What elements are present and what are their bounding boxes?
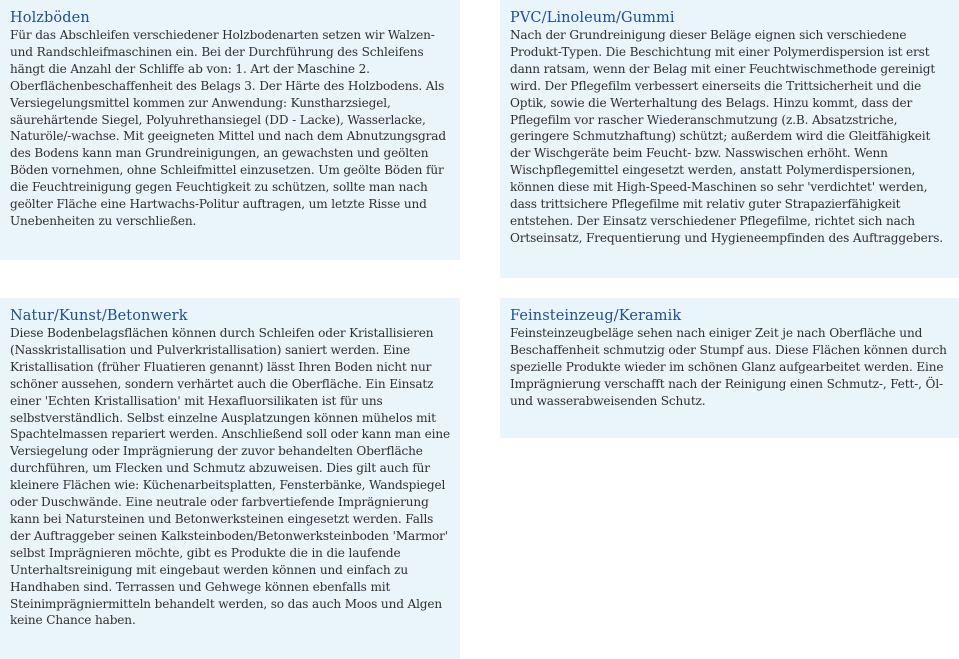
section-title: Holzböden — [10, 10, 90, 26]
section-text: Feinsteinzeugbeläge sehen nach einiger Zeit je nach Oberfläche und Beschaffenheit schmutzig oder Stumpf aus. Diese Flächen können durch spezielle Produkte wieder im schönen Glanz aufgearbeitet werden. Eine Imprägnierung verschafft nach der Reinigung einen Schmutz-, Fett-, Öl- und wasserabweisenden Schutz. — [510, 326, 947, 408]
section-title: PVC/Linoleum/Gummi — [510, 10, 675, 26]
section-text: Nach der Grundreinigung dieser Beläge eignen sich verschiedene Produkt-Typen. Die Beschichtung mit einer Polymerdispersion ist erst dann ratsam, wenn der Belag mit einer Feuchtwischmethode gereinigt wird. Der Pflegefilm verbessert einerseits die Trittsicherheit und die Optik, sowie die Werterhaltung des Belags. Hinzu kommt, dass der Pflegefilm vor rascher Wiederanschmutzung (z.B. Absatzstriche, geringere Schmutzhaftung) schützt; außerdem wird die Gleitfähigkeit der Wischgeräte beim Feucht- bzw. Nasswischen erhöht. Wenn Wischpflegemittel eingesetzt werden, anstatt Polymerdispersionen, können diese mit High-Speed-Maschinen so sehr 'verdichtet' werden, dass trittsichere Pflegefilme mit relativ guter Strapazierfähigkeit entstehen. Der Einsatz verschiedener Pflegefilme, richtet sich nach Ortseinsatz, Frequentierung und Hygieneempfinden des Auftraggebers. — [510, 28, 943, 245]
section-card-holzboeden — [0, 0, 460, 260]
section-title: Feinsteinzeug/Keramik — [510, 308, 682, 324]
section-card-natur-kunst-betonwerk — [0, 298, 460, 659]
section-text: Diese Bodenbelagsflächen können durch Schleifen oder Kristallisieren (Nasskristallisation und Pulverkristallisation) saniert werden. Eine Kristallisation (früher Fluatieren genannt) lässt Ihren Boden nicht nur schöner aussehen, sondern verhärtet auch die Oberfläche. Ein Einsatz einer 'Echten Kristallisation' mit Hexafluorsilikaten ist für uns selbstverständlich. Selbst einzelne Ausplatzungen können mühelos mit Spachtelmassen repariert werden. Anschließend soll oder kann man eine Versiegelung oder Imprägnierung der zuvor behandelten Oberfläche durchführen, um Flecken und Schmutz abzuweisen. Dies gilt auch für kleinere Flächen wie: Küchenarbeitsplatten, Fensterbänke, Wandspiegel oder Duschwände. Eine neutrale oder farbvertiefende Imprägnierung kann bei Natursteinen und Betonwerksteinen eingesetzt werden. Falls der Auftraggeber seinen Kalksteinboden/Betonwerksteinboden 'Marmor' selbst Imprägnieren möchte, gibt es Produkte die in die laufende Unterhaltsreinigung mit eingebaut werden können und einfach zu Handhaben sind. Terrassen und Gehwege können ebenfalls mit Steinimprägniermitteln behandelt werden, so das auch Moos und Algen keine Chance haben. — [10, 326, 450, 628]
section-title: Natur/Kunst/Betonwerk — [10, 308, 188, 324]
section-card-pvc-linoleum-gummi — [500, 0, 959, 278]
section-text: Für das Abschleifen verschiedener Holzbodenarten setzen wir Walzen- und Randschleifmaschinen ein. Bei der Durchführung des Schleifens hängt die Anzahl der Schliffe ab von: 1. Art der Maschine 2. Oberflächenbeschaffenheit des Belags 3. Der Härte des Holzbodens. Als Versiegelungsmittel kommen zur Anwendung: Kunstharzsiegel, säurehärtende Siegel, Polyuhrethansiegel (DD - Lacke), Wasserlacke, Naturöle/-wachse. Mit geeigneten Mittel und nach dem Abnutzungsgrad des Bodens kann man Grundreinigungen, an gewachsten und geölten Böden vornehmen, ohne Schleifmittel einzusetzen. Um geölte Böden für die Feuchtreinigung gegen Feuchtigkeit zu schützen, sollte man nach geölter Fläche eine Hartwachs-Politur auftragen, um letzte Risse und Unebenheiten zu verschließen. — [10, 28, 446, 228]
section-card-feinsteinzeug-keramik — [500, 298, 959, 438]
